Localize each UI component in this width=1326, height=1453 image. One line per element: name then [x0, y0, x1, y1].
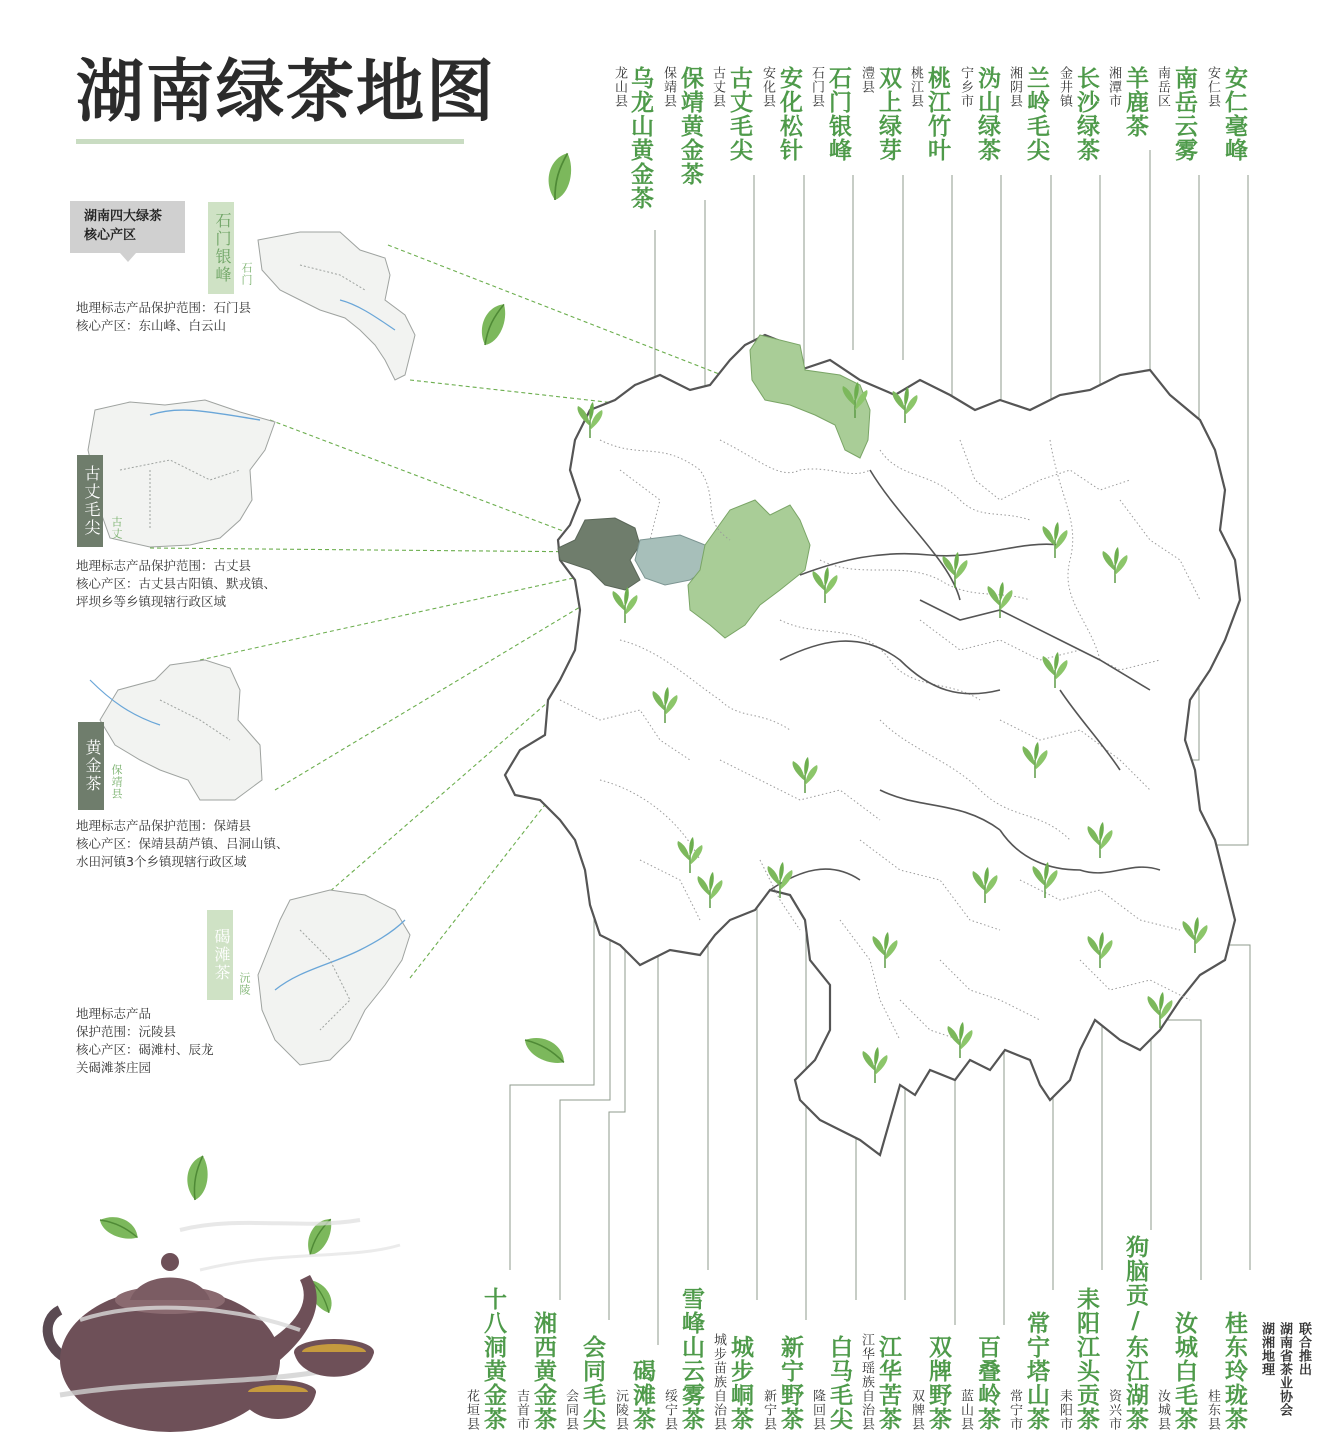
inset-sub-guzhang: 古丈: [110, 516, 123, 540]
desc-line: 核心产区：保靖县葫芦镇、吕洞山镇、: [76, 836, 289, 851]
top-tea-name: 乌龙山黄金茶: [627, 66, 654, 210]
top-tea-place: 龙山县: [612, 66, 627, 108]
inset-tag-shimen: 石门银峰: [208, 202, 234, 294]
top-tea-place: 保靖县: [661, 66, 676, 108]
bottom-tea-place: 城步苗族自治县: [711, 1333, 726, 1431]
bottom-tea-name: 双牌野茶: [925, 1335, 952, 1431]
top-tea-place: 桃江县: [908, 66, 923, 108]
bottom-tea-place: 会同县: [563, 1389, 578, 1431]
hunan-outline: [505, 335, 1240, 1155]
inset-yuanling-map: [258, 890, 410, 1065]
desc-line: 核心产区：东山峰、白云山: [76, 318, 227, 333]
inset-sub-baojing: 保靖县: [110, 764, 123, 800]
top-tea-name: 沩山绿茶: [974, 66, 1001, 162]
bottom-tea-name: 雪峰山云雾茶: [678, 1287, 705, 1431]
bottom-tea-place: 绥宁县: [662, 1389, 677, 1431]
top-tea-place: 安化县: [760, 66, 775, 108]
bottom-tea-place: 江华瑶族自治县: [859, 1333, 874, 1431]
top-tea-place: 南岳区: [1155, 66, 1170, 108]
desc-line: 坪坝乡等乡镇现辖行政区域: [76, 594, 227, 609]
bottom-tea-place: 吉首市: [514, 1389, 529, 1431]
inset-tag-guzhang: 古丈毛尖: [77, 455, 103, 547]
bottom-tea-name: 百叠岭茶: [974, 1335, 1001, 1431]
desc-line: 地理标志产品保护范围：石门县: [76, 300, 252, 315]
inset-tag-yuanling: 碣滩茶: [207, 910, 233, 1000]
teacup-2: [240, 1380, 316, 1419]
bottom-tea-place: 桂东县: [1205, 1389, 1220, 1431]
map-title: 湖南绿茶地图: [76, 52, 497, 132]
desc-line: 保护范围：沅陵县: [76, 1024, 177, 1039]
bottom-tea-place: 常宁市: [1007, 1389, 1022, 1431]
desc-line: 地理标志产品保护范围：保靖县: [76, 818, 252, 833]
teapot-illustration: [48, 1220, 400, 1432]
top-tea-place: 宁乡市: [958, 66, 973, 108]
bottom-tea-name: 汝城白毛茶: [1171, 1311, 1198, 1431]
bottom-tea-place: 耒阳市: [1057, 1389, 1072, 1431]
inset-desc-yuanling: [76, 1005, 214, 1077]
bottom-tea-name: 会同毛尖: [579, 1335, 606, 1431]
desc-line: 地理标志产品: [76, 1006, 152, 1021]
top-tea-name: 安仁毫峰: [1221, 66, 1248, 162]
bottom-tea-place: 蓝山县: [958, 1389, 973, 1431]
top-tea-name: 古丈毛尖: [726, 66, 753, 162]
inset-tag-baojing: 黄金茶: [78, 722, 104, 810]
badge-line-2: 核心产区: [84, 228, 137, 243]
bottom-tea-name: 桂东玲珑茶: [1221, 1311, 1248, 1431]
bottom-tea-place: 沅陵县: [613, 1389, 628, 1431]
top-tea-name: 兰岭毛尖: [1023, 66, 1050, 162]
inset-desc-baojing: [76, 817, 289, 871]
top-tea-name: 安化松针: [776, 66, 803, 162]
desc-line: 核心产区：碣滩村、辰龙: [76, 1042, 214, 1057]
bottom-tea-place: 花垣县: [464, 1389, 479, 1431]
desc-line: 关碣滩茶庄园: [76, 1060, 152, 1075]
bottom-tea-name: 白马毛尖: [826, 1335, 853, 1431]
top-tea-name: 桃江竹叶: [924, 66, 951, 162]
top-tea-name: 保靖黄金茶: [677, 66, 704, 186]
bottom-tea-place: 资兴市: [1106, 1389, 1121, 1431]
bottom-tea-place: 隆回县: [810, 1389, 825, 1431]
floating-leaves: [97, 150, 580, 1428]
bottom-tea-place: 汝城县: [1155, 1389, 1170, 1431]
top-tea-name: 双上绿芽: [875, 66, 902, 162]
inset-desc-shimen: [76, 299, 251, 335]
bottom-tea-place: 新宁县: [761, 1389, 776, 1431]
inset-shimen-map: [258, 232, 415, 380]
bottom-tea-name: 城步峒茶: [727, 1335, 754, 1431]
top-tea-place: 澧县: [859, 66, 874, 94]
desc-line: 水田河镇3个乡镇现辖行政区域: [76, 854, 247, 869]
top-tea-name: 羊鹿茶: [1122, 66, 1149, 138]
publisher-note: 联合推出: [1296, 1322, 1311, 1376]
top-tea-place: 安仁县: [1205, 66, 1220, 108]
top-tea-name: 石门银峰: [825, 66, 852, 162]
bottom-tea-name: 常宁塔山茶: [1023, 1311, 1050, 1431]
bottom-tea-name: 湘西黄金茶: [530, 1311, 557, 1431]
bottom-tea-name: 新宁野茶: [777, 1335, 804, 1431]
bottom-tea-name: 碣滩茶: [629, 1359, 656, 1431]
top-tea-name: 南岳云雾: [1171, 66, 1198, 162]
publisher-1: 湖湘地理: [1259, 1322, 1274, 1376]
inset-desc-guzhang: [76, 557, 276, 611]
bottom-tea-name: 江华苦茶: [875, 1335, 902, 1431]
inset-sub-shimen: 石门: [240, 262, 253, 286]
publisher-2: 湖南省茶业协会: [1277, 1322, 1292, 1417]
badge-line-1: 湖南四大绿茶: [84, 209, 163, 224]
desc-line: 核心产区：古丈县古阳镇、默戎镇、: [76, 576, 277, 591]
top-tea-place: 金井镇: [1057, 66, 1072, 108]
bottom-tea-name: 狗脑贡/东江湖茶: [1122, 1235, 1149, 1431]
bottom-tea-place: 双牌县: [909, 1389, 924, 1431]
desc-line: 地理标志产品保护范围：古丈县: [76, 558, 252, 573]
bottom-tea-name: 耒阳江头贡茶: [1073, 1287, 1100, 1431]
bottom-tea-name: 十八洞黄金茶: [480, 1287, 507, 1431]
top-tea-place: 湘潭市: [1106, 66, 1121, 108]
inset-sub-yuanling: 沅陵: [238, 972, 251, 996]
teacup-1: [294, 1339, 374, 1377]
top-tea-name: 长沙绿茶: [1073, 66, 1100, 162]
top-tea-place: 湘阴县: [1007, 66, 1022, 108]
top-tea-place: 石门县: [809, 66, 824, 108]
top-tea-place: 古丈县: [710, 66, 725, 108]
